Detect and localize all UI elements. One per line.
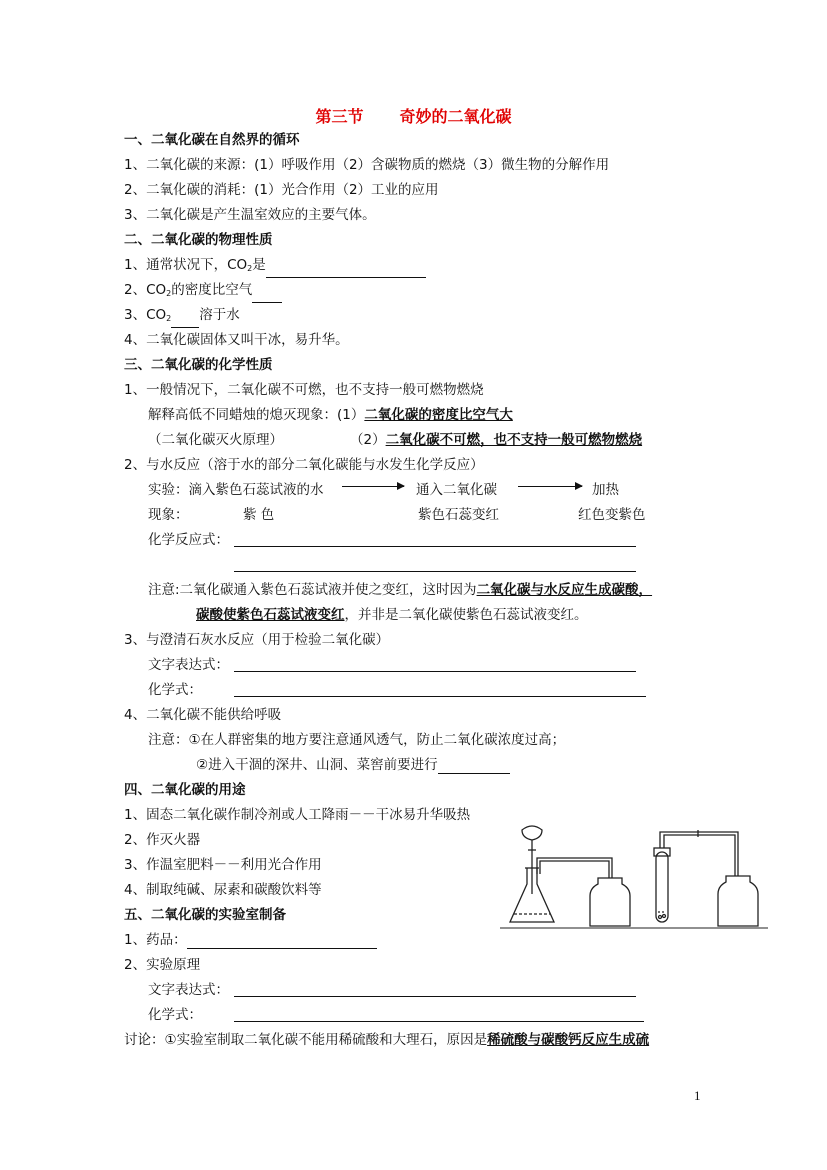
- s2-line-3: 3、$CO_2$ 溶于水: [124, 306, 240, 328]
- s2-line-4: 4、二氧化碳固体又叫干冰，易升华。: [124, 332, 349, 348]
- s5-line-1: 1、药品：: [124, 931, 377, 949]
- experiment-label: 实验：滴入紫色石蕊试液的水: [148, 482, 324, 498]
- arrow-icon: [518, 486, 582, 487]
- experiment-step-2: 通入二氧化碳: [416, 482, 497, 498]
- s3-line-3: 3、与澄清石灰水反应（用于检验二氧化碳）: [124, 632, 390, 648]
- formula-label: 化学反应式：: [148, 532, 229, 548]
- s5-line-2: 2、实验原理: [124, 957, 201, 973]
- s1-line-2: 2、二氧化碳的消耗：(1）光合作用（2）工业的应用: [124, 182, 439, 198]
- answer-blank[interactable]: [187, 934, 377, 949]
- answer-blank[interactable]: [266, 263, 426, 278]
- chemical-equation-label: 化学式：: [148, 682, 202, 698]
- answer-blank[interactable]: [252, 288, 282, 303]
- s2-line-2: 2、$CO_2$的密度比空气: [124, 281, 282, 303]
- section-4-heading: 四、二氧化碳的用途: [124, 782, 246, 798]
- attention-2: ②进入干涸的深井、山洞、菜窖前要进行: [196, 756, 510, 774]
- observation-label: 现象：: [148, 507, 189, 523]
- section-5-heading: 五、二氧化碳的实验室制备: [124, 907, 286, 923]
- answer-line[interactable]: [234, 671, 636, 672]
- note-line-1: 注意:二氧化碳通入紫色石蕊试液并使之变红，这时因为二氧化碳与水反应生成碳酸，: [148, 582, 653, 598]
- experiment-step-3: 加热: [592, 482, 619, 498]
- answer-line[interactable]: [234, 571, 636, 572]
- s3-line-2: 2、与水反应（溶于水的部分二氧化碳能与水发生化学反应）: [124, 457, 484, 473]
- answer-line[interactable]: [234, 696, 646, 697]
- answer-line[interactable]: [234, 996, 636, 997]
- section-1-heading: 一、二氧化碳在自然界的循环: [124, 132, 300, 148]
- observation-2: 紫色石蕊变红: [418, 507, 499, 523]
- section-2-heading: 二、二氧化碳的物理性质: [124, 232, 273, 248]
- s3-line-4: 4、二氧化碳不能供给呼吸: [124, 707, 282, 723]
- s4-line-3: 3、作温室肥料－－利用光合作用: [124, 857, 322, 873]
- s3-principle: （二氧化碳灭火原理）: [148, 432, 283, 448]
- discussion-line: 讨论：①实验室制取二氧化碳不能用稀硫酸和大理石，原因是稀硫酸与碳酸钙反应生成硫: [124, 1032, 650, 1048]
- answer-line[interactable]: [234, 546, 636, 547]
- word-equation-label: 文字表达式：: [148, 657, 229, 673]
- s4-line-2: 2、作灭火器: [124, 832, 201, 848]
- s3-explain: 解释高低不同蜡烛的熄灭现象：(1）二氧化碳的密度比空气大: [148, 407, 513, 423]
- s4-line-4: 4、制取纯碱、尿素和碳酸饮料等: [124, 882, 322, 898]
- s4-line-1: 1、固态二氧化碳作制冷剂或人工降雨－－干冰易升华吸热: [124, 807, 471, 823]
- page-number: 1: [694, 1088, 701, 1103]
- lab-apparatus-illustration: [500, 818, 770, 933]
- s3-answer-2: （2）二氧化碳不可燃，也不支持一般可燃物燃烧: [350, 432, 643, 448]
- s1-line-1: 1、二氧化碳的来源：(1）呼吸作用（2）含碳物质的燃烧（3）微生物的分解作用: [124, 157, 610, 173]
- note-line-2: 碳酸使紫色石蕊试液变红，并非是二氧化碳使紫色石蕊试液变红。: [196, 607, 588, 623]
- observation-3: 红色变紫色: [578, 507, 646, 523]
- s1-line-3: 3、二氧化碳是产生温室效应的主要气体。: [124, 207, 376, 223]
- s5-chemical-equation-label: 化学式：: [148, 1007, 202, 1023]
- page-title: 第三节 奇妙的二氧化碳: [315, 107, 512, 126]
- observation-1: 紫 色: [243, 507, 275, 523]
- arrow-icon: [342, 486, 404, 487]
- s3-line-1: 1、一般情况下，二氧化碳不可燃，也不支持一般可燃物燃烧: [124, 382, 484, 398]
- s2-line-1: 1、通常状况下，$CO_2$是: [124, 256, 426, 278]
- attention-1: 注意：①在人群密集的地方要注意通风透气，防止二氧化碳浓度过高；: [148, 732, 566, 748]
- answer-blank[interactable]: [171, 313, 199, 328]
- answer-blank[interactable]: [438, 759, 510, 774]
- section-3-heading: 三、二氧化碳的化学性质: [124, 357, 273, 373]
- answer-line[interactable]: [234, 1021, 644, 1022]
- s5-word-equation-label: 文字表达式：: [148, 982, 229, 998]
